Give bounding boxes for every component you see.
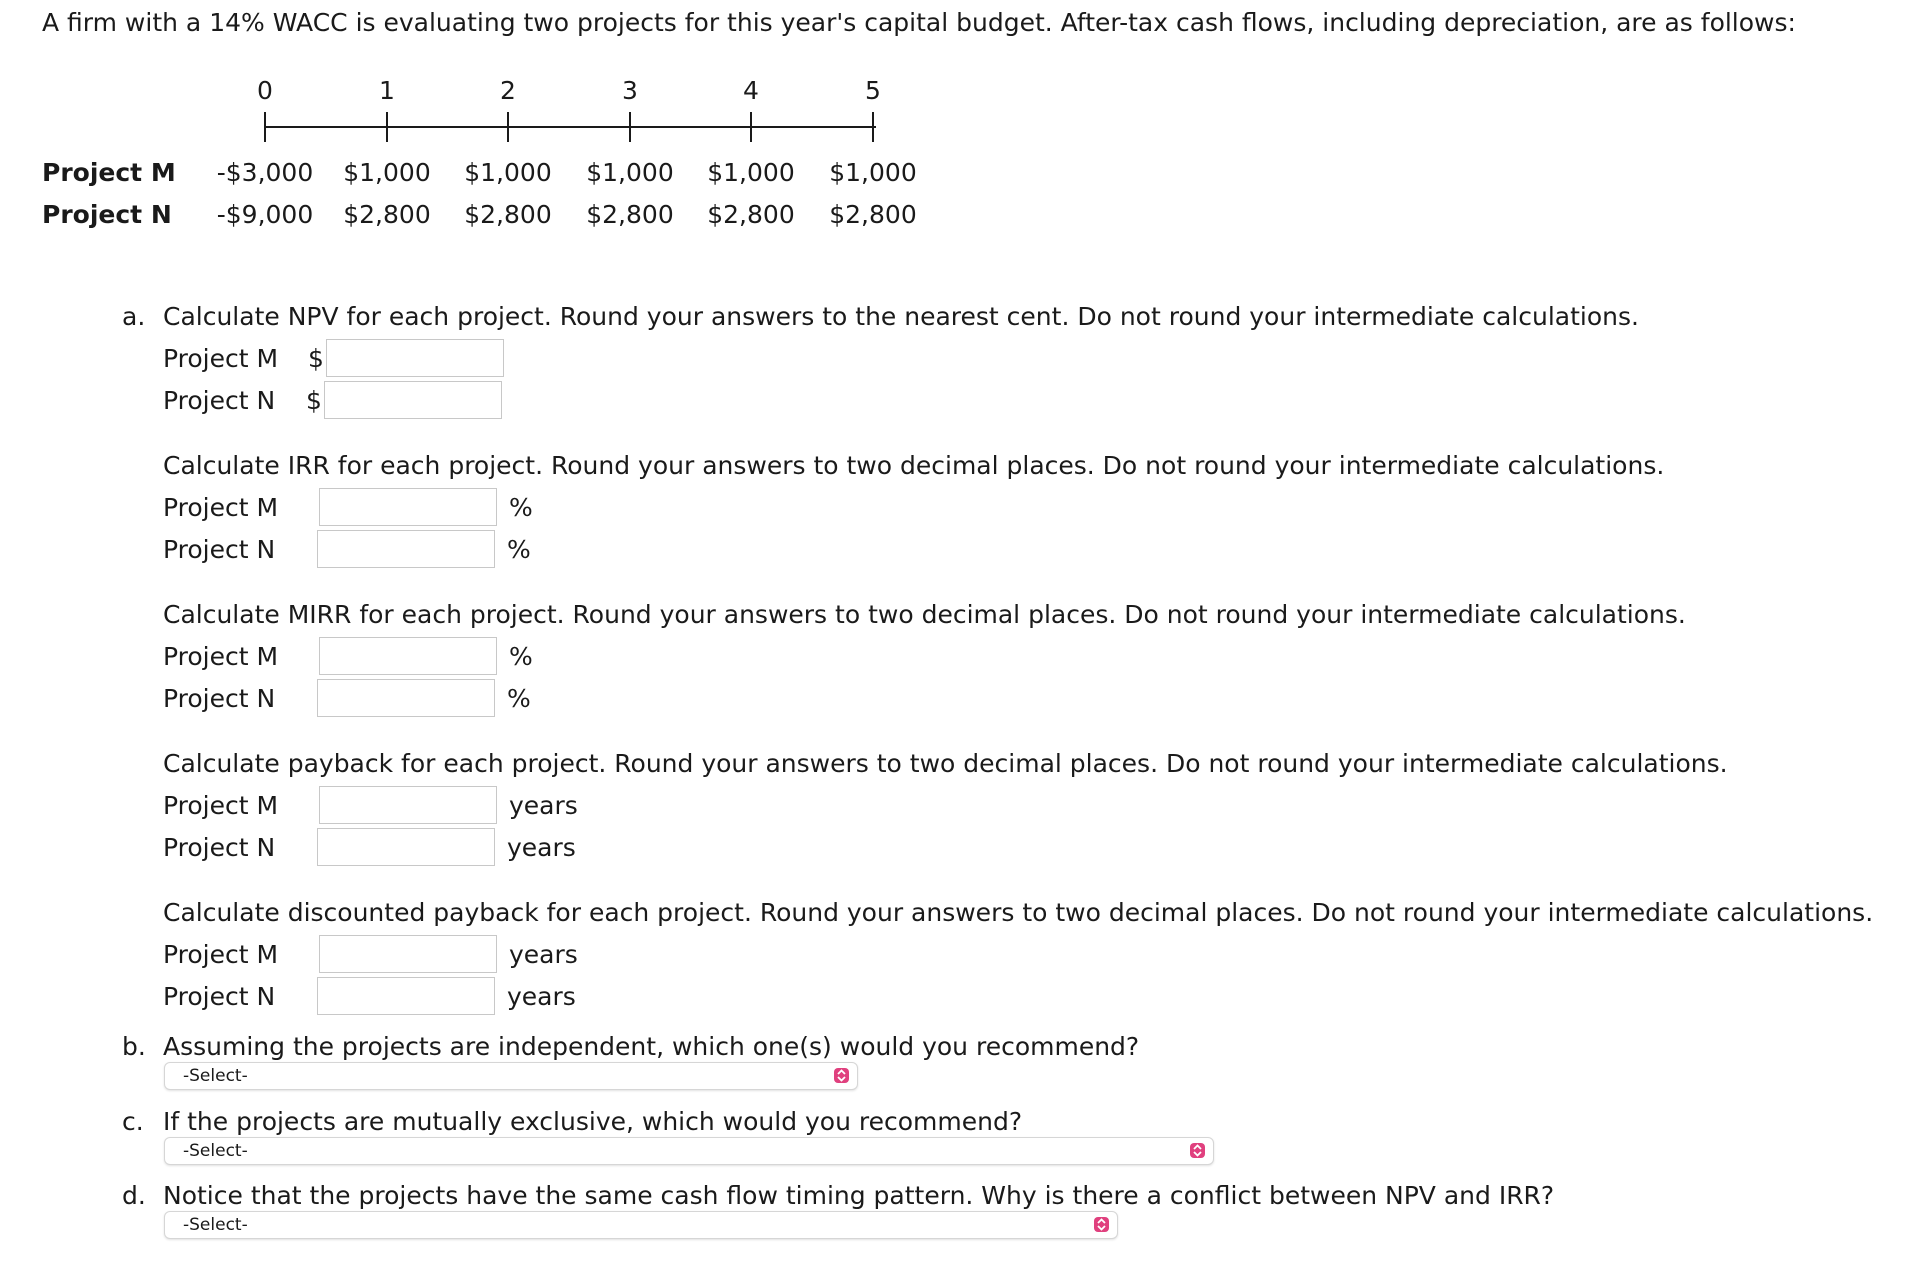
irr-unit: % — [509, 493, 533, 522]
payback-unit: years — [509, 791, 578, 820]
part-d-letter: d. — [122, 1181, 146, 1210]
mirr-project-n-input[interactable] — [317, 679, 495, 717]
timeline-tick — [507, 112, 509, 142]
payback-project-m-label: Project M — [163, 791, 279, 820]
payback-project-n-label: Project N — [163, 833, 276, 862]
part-b-question: Assuming the projects are independent, which one(s) would you recommend? — [163, 1032, 1140, 1061]
payback-question: Calculate payback for each project. Round your answers to two decimal places. Do not round your intermediate calculations. — [163, 749, 1728, 778]
npv-currency-symbol: $ — [308, 344, 324, 373]
npv-question: Calculate NPV for each project. Round your answers to the nearest cent. Do not round your intermediate calculations. — [163, 302, 1639, 331]
irr-project-n-label: Project N — [163, 535, 276, 564]
part-d-question: Notice that the projects have the same cash flow timing pattern. Why is there a conflict between NPV and IRR? — [163, 1181, 1555, 1210]
cash-flow-value: $1,000 — [464, 158, 552, 187]
period-label: 1 — [379, 76, 395, 105]
period-label: 4 — [743, 76, 759, 105]
cash-flow-value: $1,000 — [707, 158, 795, 187]
part-c-select[interactable] — [164, 1137, 1214, 1165]
part-b-select[interactable] — [164, 1062, 858, 1090]
npv-project-n-label: Project N — [163, 386, 276, 415]
part-c-selected-value: -Select- — [183, 1141, 248, 1161]
project-m-label: Project M — [42, 158, 176, 187]
cash-flow-value: $2,800 — [586, 200, 674, 229]
cash-flow-value: $1,000 — [586, 158, 674, 187]
cash-flow-value: -$3,000 — [216, 158, 314, 187]
select-arrows-icon — [1094, 1217, 1109, 1232]
part-d-selected-value: -Select- — [183, 1215, 248, 1235]
period-label: 2 — [500, 76, 516, 105]
discounted-payback-project-n-label: Project N — [163, 982, 276, 1011]
mirr-project-m-label: Project M — [163, 642, 279, 671]
period-label: 5 — [865, 76, 881, 105]
problem-intro: A firm with a 14% WACC is evaluating two projects for this year's capital budget. After-tax cash flows, including depreciation, are as follows: — [42, 8, 1796, 37]
mirr-unit: % — [509, 642, 533, 671]
cash-flow-value: $2,800 — [707, 200, 795, 229]
mirr-project-m-input[interactable] — [319, 637, 497, 675]
part-d-select[interactable] — [164, 1211, 1118, 1239]
irr-project-n-input[interactable] — [317, 530, 495, 568]
payback-project-m-input[interactable] — [319, 786, 497, 824]
irr-question: Calculate IRR for each project. Round your answers to two decimal places. Do not round your intermediate calculations. — [163, 451, 1665, 480]
cash-flow-value: $1,000 — [343, 158, 431, 187]
npv-project-n-input[interactable] — [324, 381, 502, 419]
discounted-payback-question: Calculate discounted payback for each project. Round your answers to two decimal places. Do not round your intermediate calculations. — [163, 898, 1874, 927]
mirr-unit: % — [507, 684, 531, 713]
period-label: 3 — [622, 76, 638, 105]
select-arrows-icon — [834, 1068, 849, 1083]
part-c-letter: c. — [122, 1107, 144, 1136]
part-c-question: If the projects are mutually exclusive, which would you recommend? — [163, 1107, 1023, 1136]
discounted-payback-project-m-input[interactable] — [319, 935, 497, 973]
payback-project-n-input[interactable] — [317, 828, 495, 866]
timeline-tick — [629, 112, 631, 142]
mirr-question: Calculate MIRR for each project. Round your answers to two decimal places. Do not round your intermediate calculations. — [163, 600, 1686, 629]
period-label: 0 — [257, 76, 273, 105]
part-a-letter: a. — [122, 302, 146, 331]
cash-flow-value: $1,000 — [829, 158, 917, 187]
mirr-project-n-label: Project N — [163, 684, 276, 713]
irr-project-m-label: Project M — [163, 493, 279, 522]
timeline-tick — [750, 112, 752, 142]
timeline-axis — [264, 126, 876, 128]
cash-flow-value: $2,800 — [464, 200, 552, 229]
npv-project-m-label: Project M — [163, 344, 279, 373]
discounted-payback-unit: years — [507, 982, 576, 1011]
cash-flow-value: $2,800 — [829, 200, 917, 229]
cash-flow-value: $2,800 — [343, 200, 431, 229]
discounted-payback-project-m-label: Project M — [163, 940, 279, 969]
project-n-label: Project N — [42, 200, 172, 229]
timeline-tick — [264, 112, 266, 142]
irr-unit: % — [507, 535, 531, 564]
timeline-tick — [872, 112, 874, 142]
timeline-tick — [386, 112, 388, 142]
irr-project-m-input[interactable] — [319, 488, 497, 526]
payback-unit: years — [507, 833, 576, 862]
cash-flow-value: -$9,000 — [216, 200, 314, 229]
select-arrows-icon — [1190, 1143, 1205, 1158]
part-b-letter: b. — [122, 1032, 146, 1061]
discounted-payback-unit: years — [509, 940, 578, 969]
discounted-payback-project-n-input[interactable] — [317, 977, 495, 1015]
npv-currency-symbol: $ — [306, 386, 322, 415]
part-b-selected-value: -Select- — [183, 1066, 248, 1086]
npv-project-m-input[interactable] — [326, 339, 504, 377]
